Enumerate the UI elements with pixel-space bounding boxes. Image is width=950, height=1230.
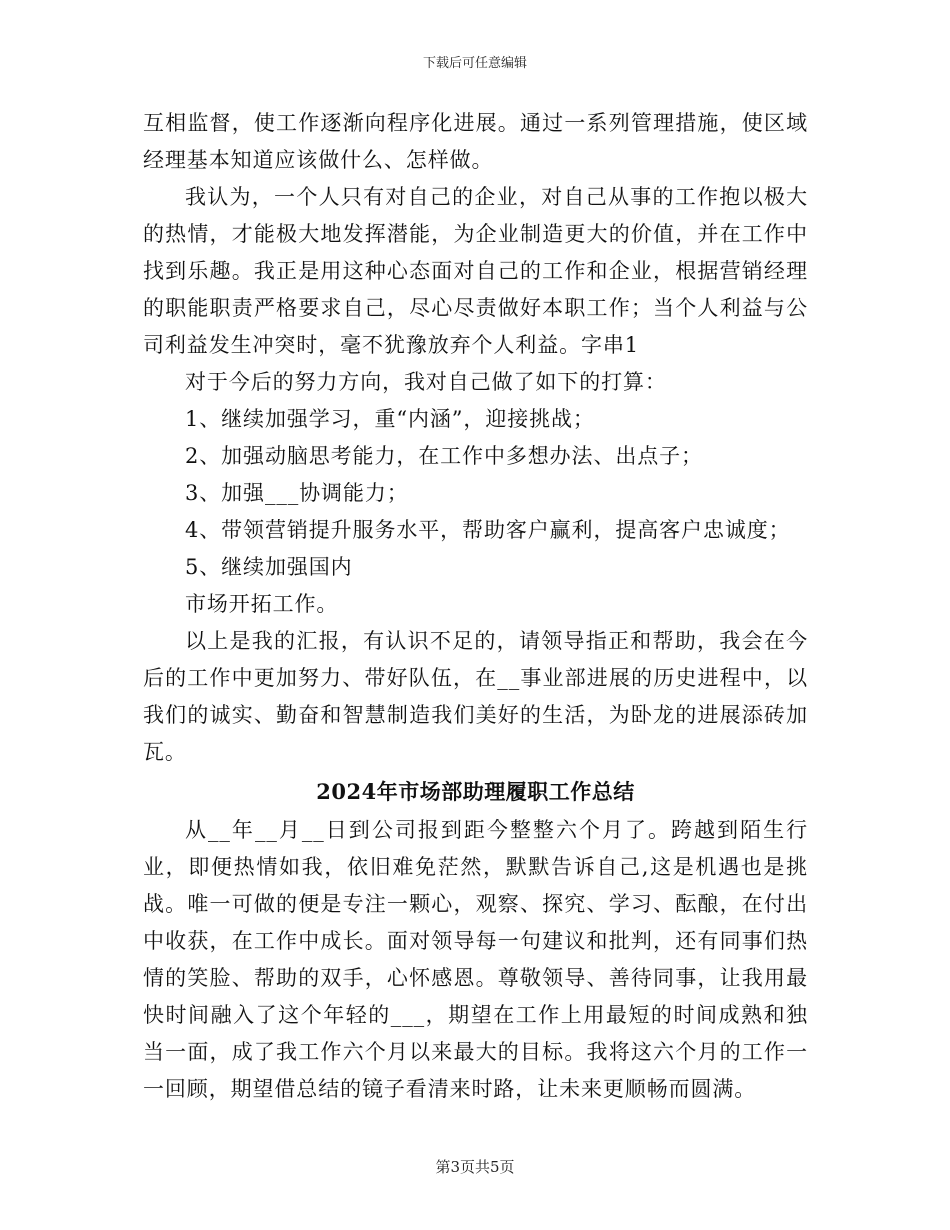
paragraph-3: 对于今后的努力方向，我对自己做了如下的打算： bbox=[185, 370, 667, 394]
paragraph-1: 互相监督，使工作逐渐向程序化进展。通过一系列管理措施，使区域经理基本知道应该做什么、怎样做。 bbox=[143, 111, 808, 172]
paragraph-4: 以上是我的汇报，有认识不足的，请领导指正和帮助，我会在今后的工作中更加努力、带好队伍，在__事业部进展的历史进程中，以我们的诚实、勤奋和智慧制造我们美好的生活，为卧龙的进展添砖加瓦。 bbox=[143, 629, 808, 764]
paragraph-2: 我认为，一个人只有对自己的企业，对自己从事的工作抱以极大的热情，才能极大地发挥潜能，为企业制造更大的价值，并在工作中找到乐趣。我正是用这种心态面对自己的工作和企业，根据营销经理的职能职责严格要求自己，尽心尽责做好本职工作；当个人利益与公司利益发生冲突时，毫不犹豫放弃个人利益。字串1 bbox=[143, 185, 808, 357]
page-footer: 第3页共5页 bbox=[435, 1158, 515, 1176]
list-item-5-continued: 市场开拓工作。 bbox=[185, 592, 339, 616]
list-item-3: 3、加强___协调能力； bbox=[185, 481, 409, 505]
paragraph-5: 从__年__月__日到公司报到距今整整六个月了。跨越到陌生行业，即便热情如我，依旧难免茫然，默默告诉自己,这是机遇也是挑战。唯一可做的便是专注一颗心，观察、探究、学习、酝酿，在付出中收获，在工作中成长。面对领导每一句建议和批判，还有同事们热情的笑脸、帮助的双手，心怀感恩。尊敬领导、善待同事，让我用最快时间融入了这个年轻的___，期望在工作上用最短的时间成熟和独当一面，成了我工作六个月以来最大的目标。我将这六个月的工作一一回顾，期望借总结的镜子看清来时路，让未来更顺畅而圆满。 bbox=[143, 818, 808, 1101]
list-item-1: 1、继续加强学习，重“内涵”，迎接挑战； bbox=[185, 407, 595, 431]
document-body bbox=[143, 105, 808, 1108]
list-item-4: 4、带领营销提升服务水平，帮助客户赢利，提高客户忠诚度； bbox=[185, 518, 791, 542]
list-item-5: 5、继续加强国内 bbox=[185, 555, 353, 579]
section-title: 2024年市场部助理履职工作总结 bbox=[316, 779, 635, 804]
list-item-2: 2、加强动脑思考能力，在工作中多想办法、出点子； bbox=[185, 444, 703, 468]
page-header: 下载后可任意编辑 bbox=[422, 56, 527, 71]
